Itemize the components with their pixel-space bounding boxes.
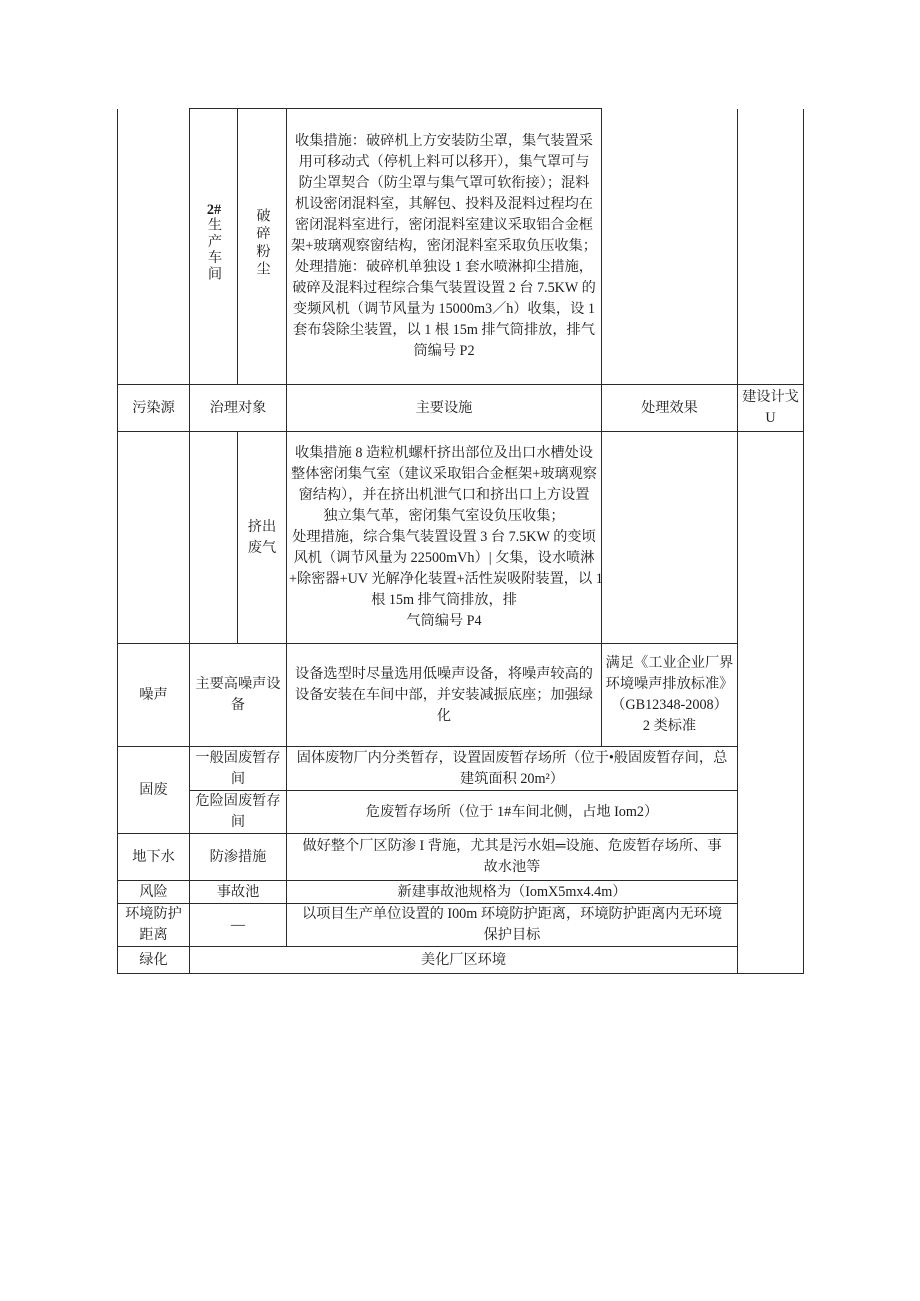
target-cell-risk <box>190 881 287 904</box>
facility-line: 建筑面积 20m²） <box>460 770 564 787</box>
facility-line: 筒编号 P2 <box>413 343 475 359</box>
facility-line: 密闭混料室进行，密闭混料室建议采取铝合金框 <box>295 217 593 233</box>
source-cell-protection-distance <box>118 904 190 947</box>
facility-line: 根 15m 排气筒排放，排 <box>371 592 517 608</box>
facility-line: 套布袋除尘装置，以 1 根 15m 排气筒排放，排气 <box>293 322 595 338</box>
effect-cell-crushing <box>602 109 738 385</box>
facility-line: 机设密闭混料室，其解包、投料及混料过程均在 <box>295 196 593 212</box>
facility-line: 以项目生产单位设置的 I00m 环境防护距离，环境防护距离内无环境 <box>301 906 723 922</box>
facility-line: 故水池等 <box>483 859 541 875</box>
plan-cell-crushing <box>738 109 804 385</box>
facility-line: 用可移动式（停机上料可以移开），集气罩可与 <box>298 154 590 170</box>
facility-line: 防尘罩契合（防尘罩与集气罩可软衔接）；混料 <box>298 175 590 191</box>
header-effect-label: 处理效果 <box>641 399 698 416</box>
target-line: 主要高噪声设 <box>195 676 281 692</box>
facility-line: 破碎及混料过程综合集气装置设置 2 台 7.5KW 的 <box>292 280 596 296</box>
row-crushing-dust <box>118 109 804 385</box>
facility-line: 新建事故池规格为（IomX5mx4.4m） <box>397 883 627 900</box>
facility-cell-noise <box>287 644 602 747</box>
header-facility <box>287 385 602 432</box>
pollution-control-table <box>117 108 804 974</box>
greening-measure: 美化厂区环境 <box>420 951 507 968</box>
facility-line: 危废暂存场所（位于 1#车间北侧，占地 Iom2） <box>365 803 659 820</box>
source-cell-solid-waste <box>118 747 190 834</box>
target-line: 废气 <box>247 539 277 556</box>
workshop-name: 生产车间 <box>206 217 222 283</box>
row-extrusion-exhaust <box>118 432 804 644</box>
row-noise <box>118 644 804 747</box>
target-accident-pool: 事故池 <box>216 883 260 900</box>
source-cell-greening <box>118 947 190 974</box>
facility-line: 设备安装在车间中部，并安装减振底座；加强绿 <box>295 686 593 703</box>
header-plan <box>738 385 804 432</box>
facility-line: 固体废物厂内分类暂存，设置固废暂存场所（位于•般固废暂存间，总 <box>296 749 728 766</box>
plan-cell-merged <box>738 432 804 974</box>
header-target <box>190 385 287 432</box>
facility-line: 窗结构），并在挤出机泄气口和挤出口上方设置 <box>298 487 590 503</box>
facility-line: 设备选型时尽量选用低噪声设备，将噪声较高的 <box>295 665 593 682</box>
row-groundwater <box>118 834 804 881</box>
effect-line: （GB12348-2008） <box>611 697 728 713</box>
source-line: 距离 <box>139 927 168 943</box>
workshop-number: 2# <box>206 203 222 218</box>
target-line: 间 <box>230 814 246 830</box>
effect-cell-noise <box>602 644 738 747</box>
source-greening: 绿化 <box>139 951 168 968</box>
facility-line: 保护目标 <box>483 927 541 943</box>
facility-line: 变频风机（调节风量为 15000m3／h）收集，设 1 <box>293 301 595 317</box>
effect-line: 满足《工业企业厂界 <box>605 655 734 671</box>
target-line: 挤出 <box>247 518 277 535</box>
target-line: 一般固废暂存 <box>195 749 281 766</box>
header-plan-line: 建设计戈 <box>742 389 799 405</box>
workshop-label <box>206 203 221 282</box>
facility-line: 气筒编号 P4 <box>406 613 482 629</box>
target-line: 间 <box>230 770 246 787</box>
facility-cell-groundwater <box>287 834 738 881</box>
source-risk: 风险 <box>139 883 168 900</box>
target-crushing-dust: 破碎粉尘 <box>254 207 271 279</box>
row-solid-waste-hazardous <box>118 791 804 834</box>
facility-cell-general-waste <box>287 747 738 791</box>
row-solid-waste-general <box>118 747 804 791</box>
header-target-label: 治理对象 <box>209 399 267 416</box>
workshop-cell <box>190 109 238 385</box>
header-row <box>118 385 804 432</box>
facility-cell-risk <box>287 881 738 904</box>
facility-line: 收集措施：破碎机上方安装防尘罩，集气装置采 <box>295 133 593 149</box>
target-line: 备 <box>230 697 246 713</box>
source-line: 环境防护 <box>125 906 182 922</box>
facility-line: 化 <box>436 707 452 724</box>
facility-cell-hazardous-waste <box>287 791 738 834</box>
facility-line: 架+玻璃观察窗结构，密闭混料室采取负压收集； <box>291 238 597 254</box>
facility-line: 独立集气革，密闭集气室设负压收集； <box>323 508 565 524</box>
workshop-cell-extrusion <box>190 432 238 644</box>
facility-line: 收集措施 8 造粒机螺杆挤出部位及出口水槽处设 <box>295 445 593 461</box>
target-cell-crushing <box>238 109 287 385</box>
effect-cell-extrusion <box>602 432 738 644</box>
source-noise: 噪声 <box>139 686 168 703</box>
header-source-label: 污染源 <box>132 399 175 416</box>
target-cell-groundwater <box>190 834 287 881</box>
facility-line: 风机（调节风量为 22500mVh）| 攵集，设水喷淋 <box>293 550 595 566</box>
row-risk <box>118 881 804 904</box>
target-antiseepage: 防渗措施 <box>209 848 267 865</box>
facility-cell-extrusion <box>287 432 602 644</box>
header-facility-label: 主要设施 <box>415 399 473 416</box>
target-cell-protection-distance <box>190 904 287 947</box>
target-line: 危险固废暂存 <box>195 793 281 809</box>
facility-line: 处理措施，综合集气装置设置 3 台 7.5KW 的变顷 <box>292 529 596 545</box>
source-cell-risk <box>118 881 190 904</box>
header-source <box>118 385 190 432</box>
target-dash: — <box>230 916 246 933</box>
row-greening <box>118 947 804 974</box>
source-solid-waste: 固废 <box>139 781 168 798</box>
facility-line: 整体密闭集气室（建议采取铝合金框架+玻璃观察 <box>291 466 597 482</box>
facility-line: 处理措施：破碎机单独设 1 套水喷淋抑尘措施， <box>295 259 593 275</box>
target-cell-noise <box>190 644 287 747</box>
target-cell-hazardous-waste <box>190 791 287 834</box>
measure-cell-greening <box>190 947 738 974</box>
facility-cell-protection-distance <box>287 904 738 947</box>
facility-line: 做好整个厂区防渗 I 背施，尤其是污水姐═设施、危废暂存场所、事 <box>302 838 722 854</box>
row-protection-distance <box>118 904 804 947</box>
effect-line: 2 类标准 <box>642 718 697 734</box>
source-cell-noise <box>118 644 190 747</box>
header-plan-line: U <box>765 410 776 426</box>
source-cell-air-lower <box>118 432 190 644</box>
effect-line: 环境噪声排放标准》 <box>605 676 734 692</box>
facility-line: +除密器+UV 光解净化装置+活性炭吸附装置，以 1 <box>289 571 603 587</box>
target-cell-extrusion <box>238 432 287 644</box>
source-groundwater: 地下水 <box>132 848 175 865</box>
source-cell-groundwater <box>118 834 190 881</box>
header-effect <box>602 385 738 432</box>
target-cell-general-waste <box>190 747 287 791</box>
source-cell-air-upper <box>118 109 190 385</box>
facility-cell-crushing <box>287 109 602 385</box>
